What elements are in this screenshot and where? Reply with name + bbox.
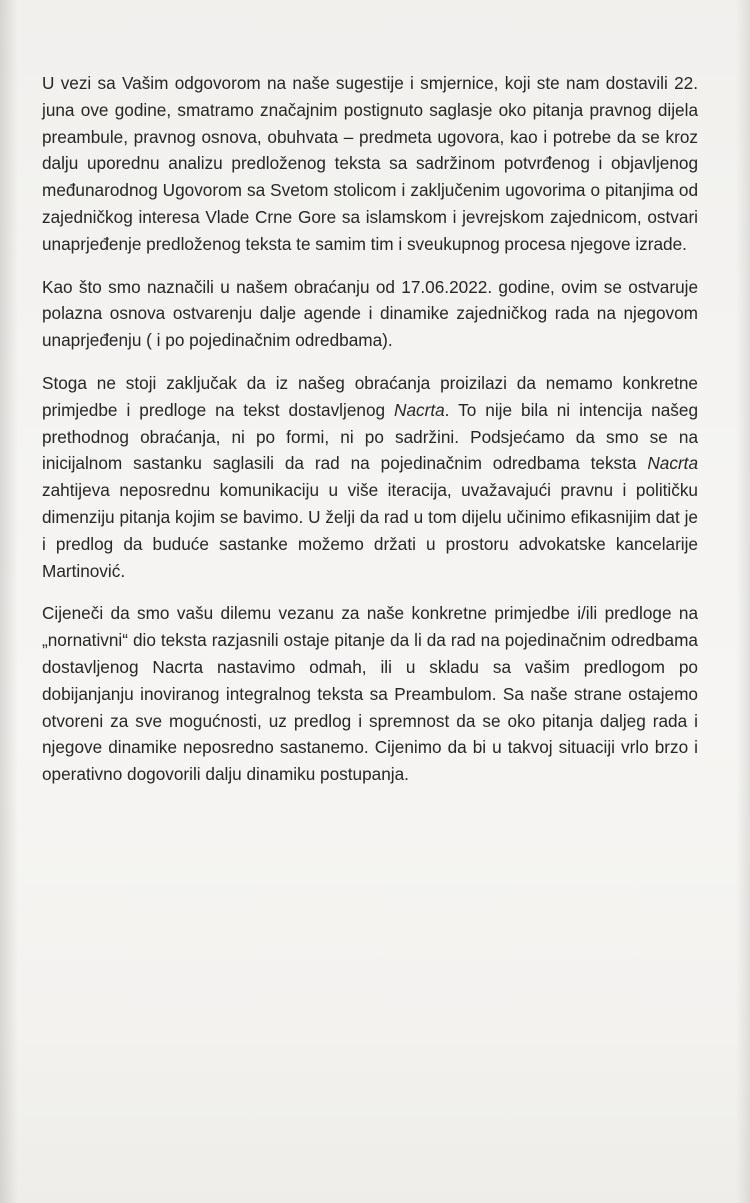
paragraph-3-text-a: Stoga ne stoji zaključak da iz našeg obraćanja proizilazi da nemamo konkretne primjedbe i predloge na tekst dostavljenog [42, 372, 698, 420]
paragraph-1 [42, 70, 698, 258]
paragraph-3-italic-nacrta-2: Nacrta [647, 453, 698, 474]
paragraph-3-text-c: zahtijeva neposrednu komunikaciju u više iteracija, uvažavajući pravnu i političku dimenziju pitanja kojim se bavimo. U želji da rad u tom dijelu učinimo efikasnijim dat je i predlog da buduće sastanke možemo držati u prostoru advokatske kancelarije Martinović. [42, 480, 698, 581]
paragraph-4 [42, 600, 698, 788]
paragraph-1-text: U vezi sa Vašim odgovorom na naše sugestije i smjernice, koji ste nam dostavili 22. juna ove godine, smatramo značajnim postignuto saglasje oko pitanja pravnog dijela preambule, pravnog osnova, obuhvata – predmeta ugovora, kao i potrebe da se kroz dalju uporednu analizu predloženog teksta sa sadržinom potvrđenog i objavljenog međunarodnog Ugovorom sa Svetom stolicom i zaključenim ugovorima o pitanjima od zajedničkog interesa Vlade Crne Gore sa islamskom i jevrejskom zajednicom, ostvari unaprjeđenje predloženog teksta te samim tim i sveukupnog procesa njegove izrade. [42, 73, 698, 254]
page-edge-shadow-left [0, 0, 18, 1203]
paragraph-3-text-b: . To nije bila ni intencija našeg prethodnog obraćanja, ni po formi, ni po sadržini. Podsjećamo da smo se na inicijalnom sastanku saglasili da rad na pojedinačnim odredbama teksta [42, 399, 698, 474]
paragraph-4-text: Cijeneči da smo vašu dilemu vezanu za naše konkretne primjedbe i/ili predloge na „nornativni“ dio teksta razjasnili ostaje pitanje da li da rad na pojedinačnim odredbama dostavljenog Nacrta nastavimo odmah, ili u skladu sa vašim predlogom po dobijanjanju inoviranog integralnog teksta sa Preambulom. Sa naše strane ostajemo otvoreni za sve mogućnosti, uz predlog i spremnost da se oko pitanja daljeg rada i njegove dinamike neposredno sastanemo. Cijenimo da bi u takvoj situaciji vrlo brzo i operativno dogovorili dalju dinamiku postupanja. [42, 603, 698, 785]
paragraph-3-italic-nacrta-1: Nacrta [394, 399, 445, 420]
paragraph-3 [42, 370, 698, 584]
document-body [42, 70, 698, 804]
page-edge-shadow-right [736, 0, 750, 1203]
paragraph-2-text: Kao što smo naznačili u našem obraćanju od 17.06.2022. godine, ovim se ostvaruje polazna osnova ostvarenju dalje agende i dinamike zajedničkog rada na njegovom unaprjeđenju ( i po pojedinačnim odredbama). [42, 276, 698, 351]
paragraph-2 [42, 274, 698, 354]
